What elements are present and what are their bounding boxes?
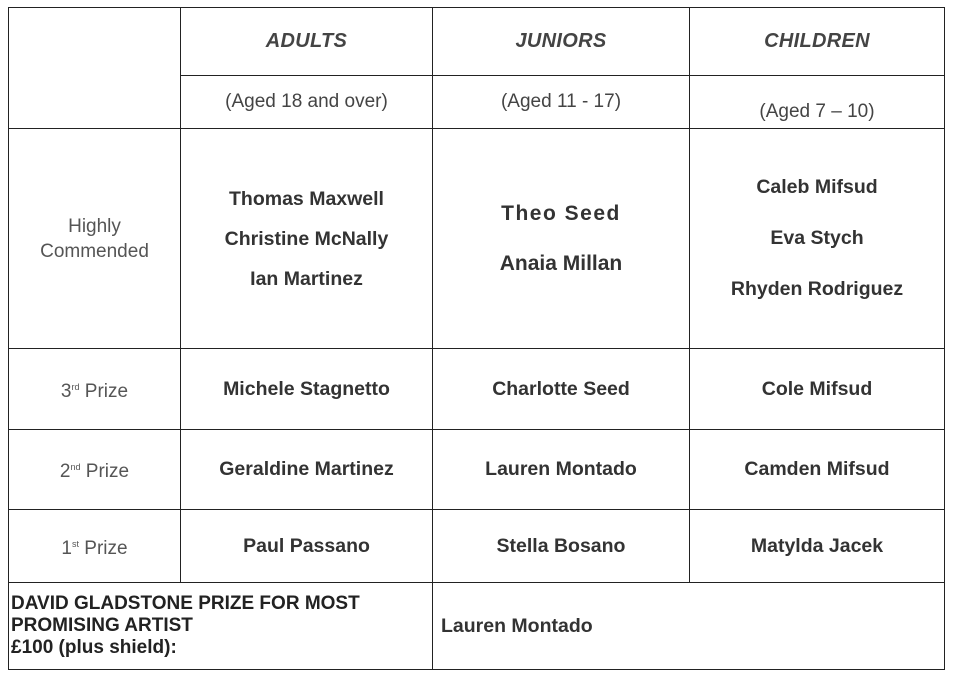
prize-word: Prize: [79, 537, 128, 559]
results-table: [8, 7, 945, 670]
winner-name: Thomas Maxwell: [229, 187, 384, 210]
empty-corner-cell: [9, 8, 181, 129]
highly-commended-label-line1: Highly: [68, 215, 121, 237]
adults-age: (Aged 18 and over): [225, 91, 388, 112]
highly-commended-label: [9, 129, 181, 349]
winner-name: Paul Passano: [243, 534, 370, 557]
first-prize-row: [9, 510, 945, 583]
prize-ordinal-suffix: st: [71, 538, 79, 549]
juniors-heading: JUNIORS: [515, 30, 607, 52]
special-prize-line2: PROMISING ARTIST: [11, 615, 193, 636]
second-prize-adults: [181, 430, 433, 510]
winner-name: Rhyden Rodriguez: [730, 278, 904, 300]
winner-name: Charlotte Seed: [492, 377, 630, 400]
winner-name: Ian Martinez: [250, 267, 363, 290]
adults-heading: ADULTS: [265, 30, 348, 52]
adults-age-cell: [181, 76, 433, 129]
first-prize-label: [9, 510, 181, 583]
prize-ordinal-suffix: rd: [71, 381, 80, 392]
highly-commended-juniors: [433, 129, 690, 349]
juniors-header: [433, 8, 690, 76]
children-age: (Aged 7 – 10): [759, 101, 875, 122]
special-prize-label: [9, 583, 433, 670]
highly-commended-row: [9, 129, 945, 349]
winner-name: Anaia Millan: [499, 251, 623, 275]
prize-word: Prize: [79, 380, 129, 402]
prize-word: Prize: [80, 461, 130, 482]
winner-name: Lauren Montado: [485, 458, 637, 480]
winner-name: Stella Bosano: [496, 534, 626, 557]
second-prize-label: [9, 430, 181, 510]
highly-commended-children: [690, 129, 945, 349]
prize-number: 3: [60, 380, 72, 402]
category-header-row: [9, 8, 945, 76]
second-prize-row: [9, 430, 945, 510]
winner-name: Camden Mifsud: [744, 458, 890, 480]
second-prize-children: [690, 430, 945, 510]
children-header: [690, 8, 945, 76]
third-prize-children: [690, 349, 945, 430]
special-prize-line3: £100 (plus shield):: [11, 637, 177, 658]
winner-name: Geraldine Martinez: [219, 458, 394, 480]
adults-header: [181, 8, 433, 76]
highly-commended-adults: [181, 129, 433, 349]
winner-name: Theo Seed: [501, 201, 621, 225]
children-age-cell: [690, 76, 945, 129]
highly-commended-label-line2: Commended: [40, 240, 149, 262]
juniors-age: (Aged 11 - 17): [500, 91, 622, 112]
second-prize-juniors: [433, 430, 690, 510]
winner-name: Christine McNally: [224, 227, 389, 250]
third-prize-juniors: [433, 349, 690, 430]
third-prize-row: [9, 349, 945, 430]
first-prize-juniors: [433, 510, 690, 583]
prize-number: 2: [59, 461, 71, 482]
juniors-age-cell: [433, 76, 690, 129]
winner-name: Michele Stagnetto: [223, 377, 390, 400]
special-prize-line1: DAVID GLADSTONE PRIZE FOR MOST: [11, 593, 360, 614]
third-prize-adults: [181, 349, 433, 430]
special-prize-winner: Lauren Montado: [433, 583, 945, 670]
winner-name: Matylda Jacek: [750, 534, 884, 557]
special-prize-row: [9, 583, 945, 670]
prize-number: 1: [61, 537, 72, 559]
prize-ordinal-suffix: nd: [70, 462, 81, 472]
first-prize-adults: [181, 510, 433, 583]
children-heading: CHILDREN: [764, 30, 870, 52]
winner-name: Eva Stych: [770, 227, 864, 249]
third-prize-label: [9, 349, 181, 430]
winner-name: Caleb Mifsud: [756, 176, 878, 198]
first-prize-children: [690, 510, 945, 583]
winner-name: Cole Mifsud: [761, 377, 873, 400]
